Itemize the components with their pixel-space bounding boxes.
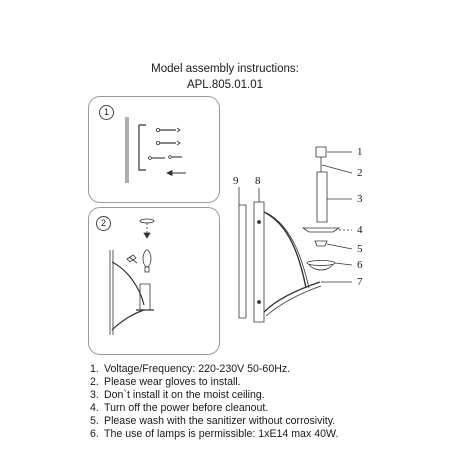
bulb-socket: [316, 147, 326, 157]
note-item: 3. Don`t install it on the moist ceiling.: [90, 389, 265, 401]
callout-3: 3: [357, 193, 363, 205]
wall-line: [126, 117, 128, 183]
leader-line: [239, 187, 246, 205]
candle-tube: [317, 172, 327, 222]
arm-upper: [264, 212, 306, 288]
washer: [307, 261, 335, 266]
exploded-view: [239, 147, 352, 322]
step-1-illustration: [126, 117, 186, 183]
note-item: 6. The use of lamps is permissible: 1xE14 max 40W.: [90, 428, 339, 440]
screw-icon: [169, 156, 182, 159]
nut: [315, 241, 327, 246]
screw-icon: [149, 157, 165, 160]
drip-cup: [303, 228, 339, 232]
arrow-left-icon: [167, 171, 186, 176]
callout-2: 2: [357, 167, 363, 179]
note-item: 4. Turn off the power before cleanout.: [90, 402, 269, 414]
callout-9: 9: [233, 175, 239, 187]
step-2-badge: 2: [96, 216, 111, 231]
leader-line: [239, 205, 246, 318]
leader-line: [335, 263, 352, 265]
screw-icon: [156, 128, 180, 132]
sconce-lower-arm: [112, 310, 144, 330]
note-item: 5. Please wash with the sanitizer without corrosivity.: [90, 415, 336, 427]
step-2-illustration: [110, 219, 154, 335]
callout-8: 8: [255, 175, 261, 187]
callout-6: 6: [357, 259, 363, 271]
screwdriver-icon: [127, 255, 137, 263]
arrow-down-icon: [144, 233, 150, 238]
arm-lower: [264, 282, 320, 312]
callout-5: 5: [357, 243, 363, 255]
model-number: APL.805.01.01: [186, 79, 264, 91]
callout-1: 1: [357, 146, 363, 158]
note-item: 1. Voltage/Frequency: 220-230V 50-60Hz.: [90, 363, 291, 375]
instructions-title: Model assembly instructions:: [151, 63, 299, 75]
leader-line: [327, 244, 352, 249]
callout-4: 4: [357, 224, 363, 236]
bulb-socket-top: [140, 219, 154, 223]
screw-icon: [156, 141, 180, 145]
notes-list: [90, 363, 338, 441]
mounting-bracket: [139, 125, 146, 170]
note-item: 2. Please wear gloves to install.: [90, 376, 241, 388]
step-1-badge: 1: [99, 105, 114, 120]
callout-7: 7: [357, 276, 363, 288]
flame-bulb: [143, 250, 151, 267]
wall-plate: [254, 202, 264, 322]
sconce-arm: [112, 262, 144, 305]
